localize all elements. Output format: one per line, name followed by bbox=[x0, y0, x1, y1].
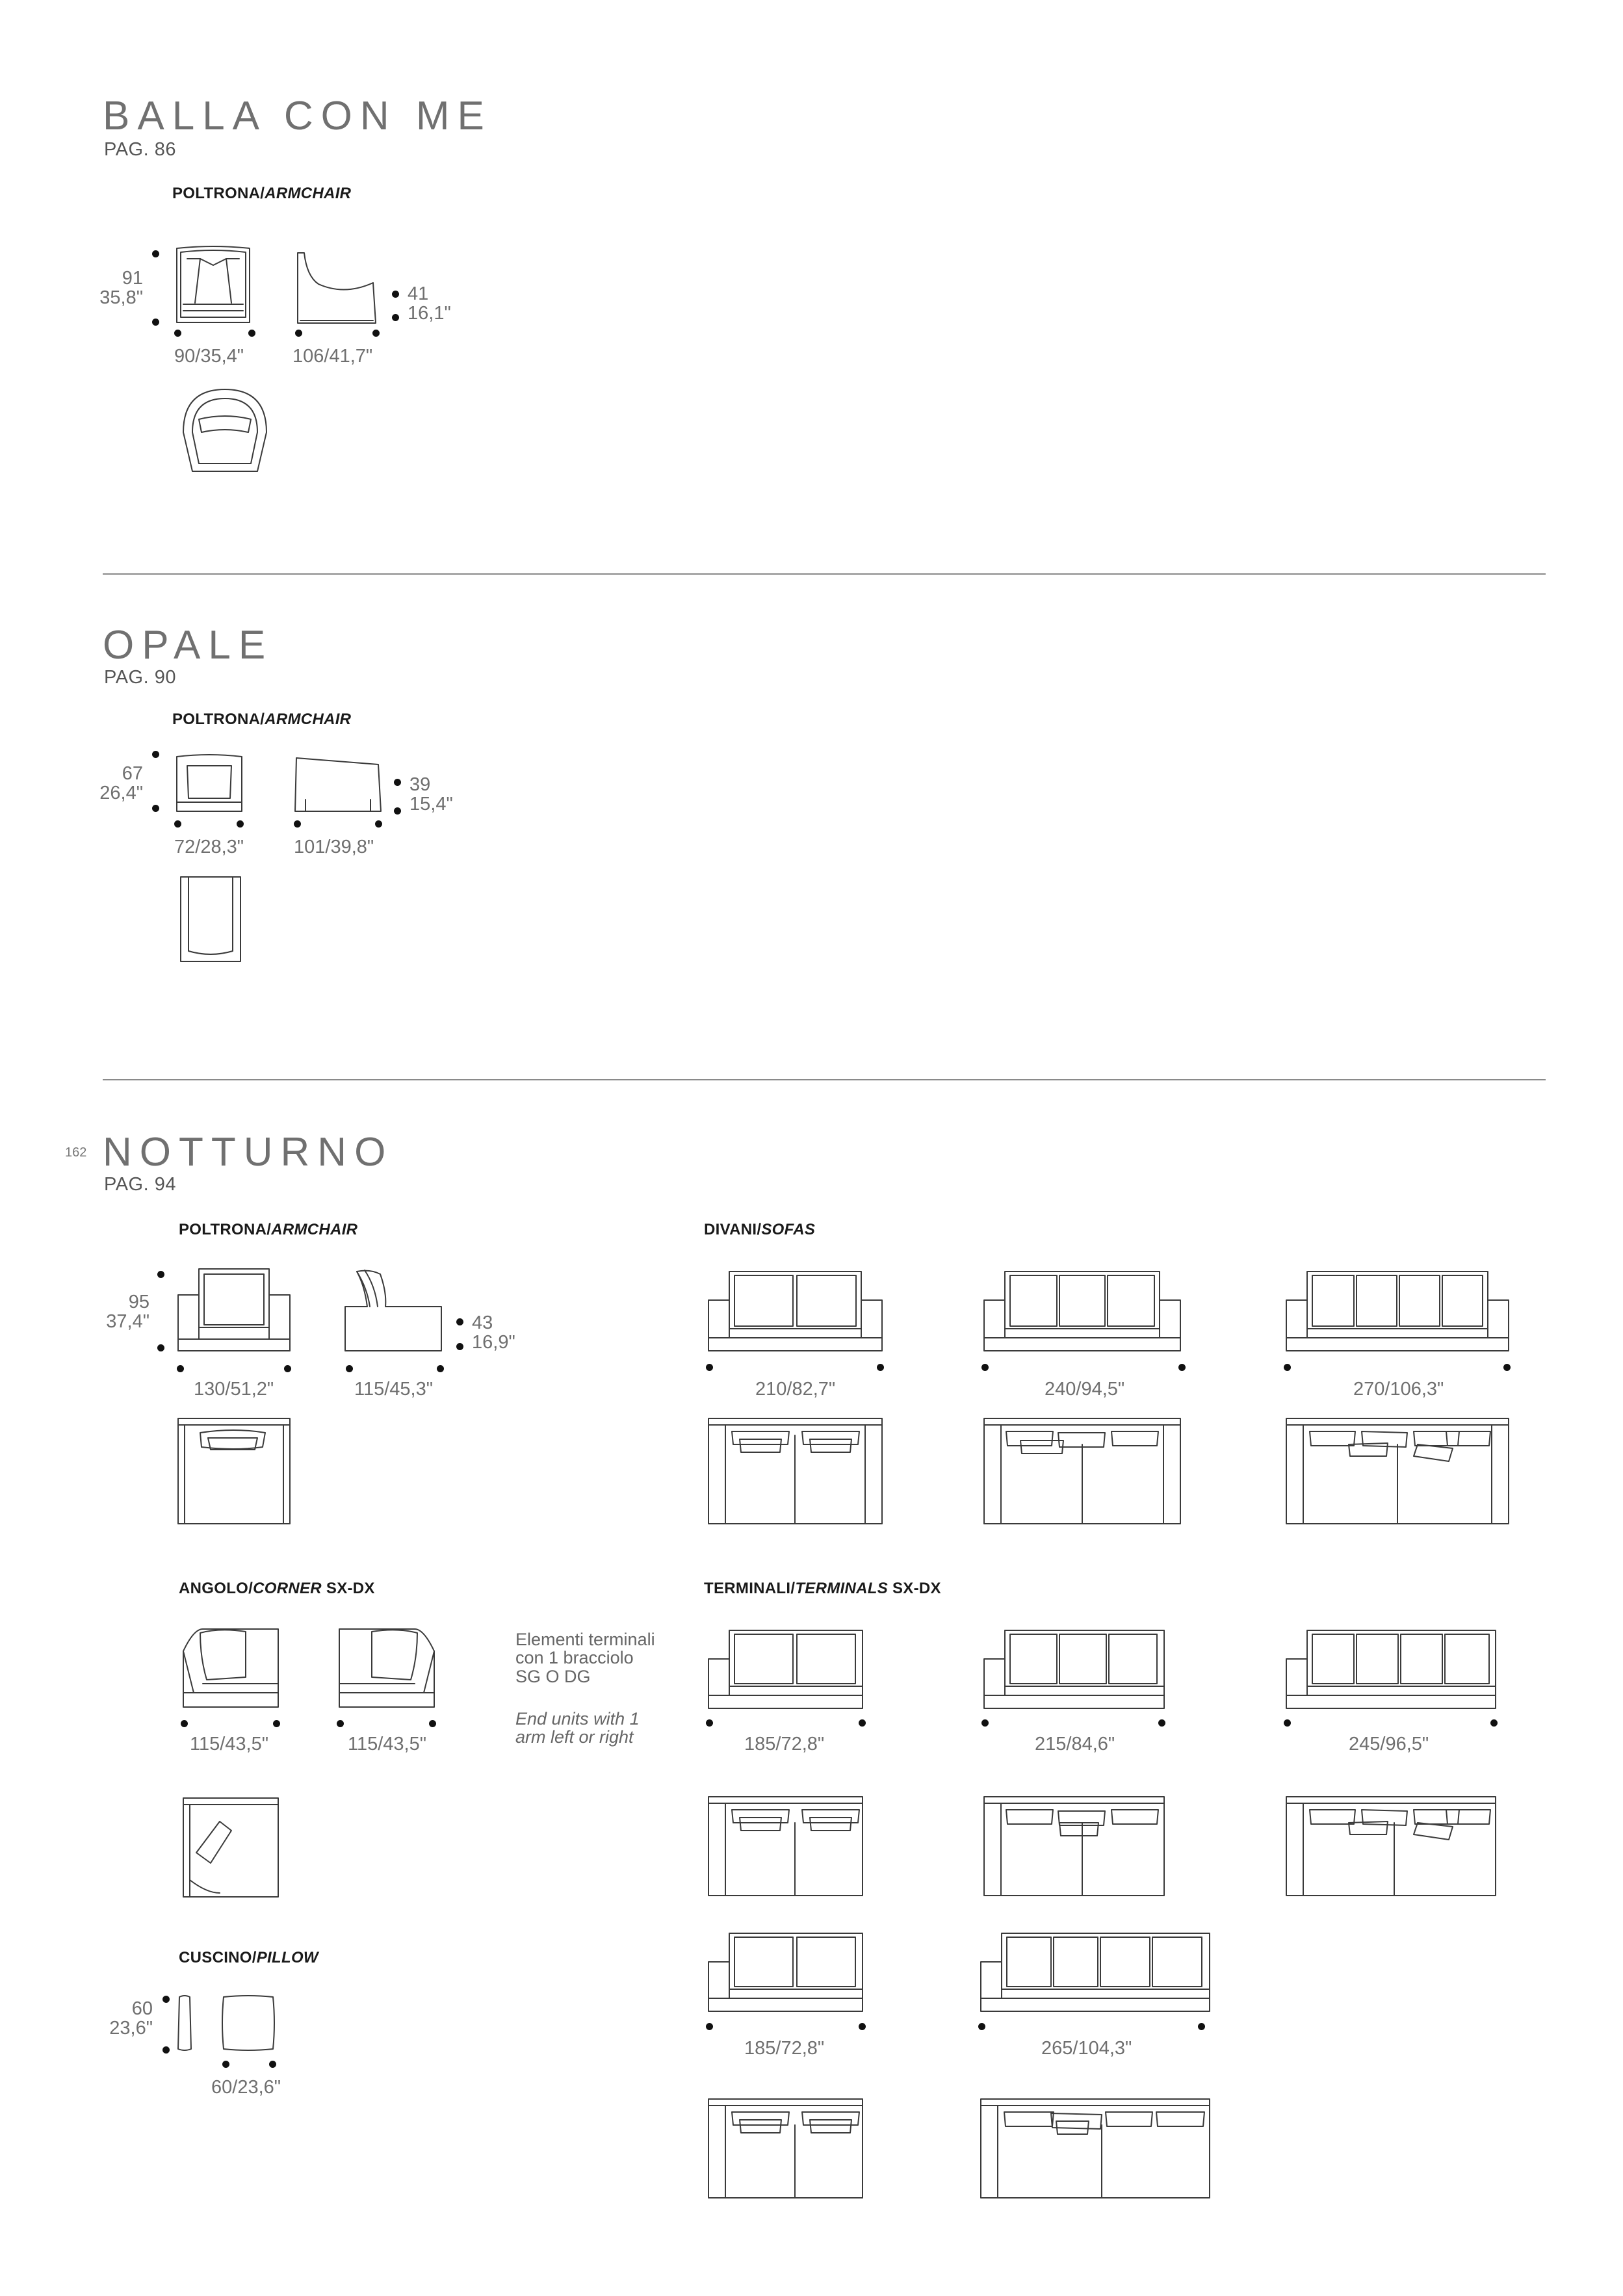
dimension-marker bbox=[248, 330, 255, 337]
page-number: 162 bbox=[65, 1145, 87, 1160]
terminal-top-drawing-265 bbox=[978, 2096, 1212, 2200]
seat-height-dimension: 43 16,9" bbox=[472, 1312, 515, 1353]
page-ref-balla: PAG. 86 bbox=[104, 139, 176, 160]
dimension-marker bbox=[284, 1365, 291, 1372]
sofa-width-270: 270/106,3" bbox=[1353, 1379, 1444, 1400]
height-dimension: 67 26,4" bbox=[99, 763, 143, 804]
section-divider bbox=[103, 1079, 1546, 1080]
dimension-marker bbox=[152, 250, 159, 257]
label-sofas: DIVANI/SOFAS bbox=[704, 1221, 816, 1238]
dimension-marker bbox=[1490, 1719, 1498, 1727]
seat-height-dimension: 39 15,4" bbox=[409, 774, 453, 815]
dimension-marker bbox=[456, 1318, 463, 1325]
dimension-marker bbox=[1284, 1719, 1291, 1727]
pillow-width-dimension: 60/23,6" bbox=[211, 2077, 281, 2098]
dimension-marker bbox=[174, 820, 181, 828]
sofa-top-drawing-240 bbox=[981, 1416, 1183, 1526]
terminal-front-drawing-265 bbox=[978, 1929, 1212, 2014]
armchair-side-drawing bbox=[292, 754, 383, 814]
terminal-top-drawing-245 bbox=[1284, 1794, 1498, 1898]
seat-height-dimension: 41 16,1" bbox=[408, 283, 451, 324]
armchair-top-drawing bbox=[177, 874, 245, 965]
sofa-width-210: 210/82,7" bbox=[755, 1379, 836, 1400]
dimension-marker bbox=[1198, 2023, 1205, 2030]
pillow-front-drawing bbox=[220, 1994, 277, 2052]
armchair-top-drawing bbox=[179, 387, 270, 475]
armchair-front-drawing bbox=[174, 246, 252, 325]
dimension-marker bbox=[981, 1364, 989, 1371]
page-ref-opale: PAG. 90 bbox=[104, 667, 176, 688]
dimension-marker bbox=[437, 1365, 444, 1372]
sofa-front-drawing-270 bbox=[1284, 1268, 1511, 1353]
dimension-marker bbox=[294, 820, 301, 828]
terminal-front-drawing-185a bbox=[706, 1626, 865, 1711]
dimension-marker bbox=[295, 330, 302, 337]
dimension-marker bbox=[706, 1364, 713, 1371]
dimension-marker bbox=[162, 2046, 170, 2054]
terminal-front-drawing-185b bbox=[706, 1929, 865, 2014]
dimension-marker bbox=[392, 314, 399, 321]
dimension-marker bbox=[1503, 1364, 1511, 1371]
dimension-marker bbox=[429, 1720, 436, 1727]
width-dimension: 90/35,4" bbox=[174, 346, 244, 367]
terminal-front-drawing-215 bbox=[981, 1626, 1167, 1711]
section-divider bbox=[103, 573, 1546, 575]
dimension-marker bbox=[177, 1365, 184, 1372]
dimension-marker bbox=[394, 807, 401, 815]
pillow-side-drawing bbox=[175, 1994, 194, 2052]
armchair-side-drawing bbox=[341, 1266, 445, 1353]
terminal-width-245: 245/96,5" bbox=[1349, 1734, 1429, 1755]
dimension-marker bbox=[157, 1344, 164, 1351]
dimension-marker bbox=[981, 1719, 989, 1727]
depth-dimension: 101/39,8" bbox=[294, 837, 374, 857]
label-armchair-opale: POLTRONA/ARMCHAIR bbox=[172, 711, 352, 728]
dimension-marker bbox=[152, 751, 159, 758]
depth-dimension: 115/45,3" bbox=[354, 1379, 434, 1400]
dimension-marker bbox=[346, 1365, 353, 1372]
corner-width-right: 115/43,5" bbox=[348, 1734, 427, 1755]
section-title-opale: OPALE bbox=[103, 623, 274, 668]
dimension-marker bbox=[162, 1996, 170, 2003]
corner-width-left: 115/43,5" bbox=[190, 1734, 269, 1755]
terminal-top-drawing-185a bbox=[706, 1794, 865, 1898]
width-dimension: 130/51,2" bbox=[194, 1379, 274, 1400]
armchair-side-drawing bbox=[292, 250, 380, 325]
pillow-height-dimension: 60 23,6" bbox=[109, 1998, 153, 2039]
dimension-marker bbox=[978, 2023, 985, 2030]
terminal-width-185a: 185/72,8" bbox=[744, 1734, 825, 1755]
armchair-front-drawing bbox=[174, 753, 244, 814]
terminal-width-265: 265/104,3" bbox=[1041, 2038, 1132, 2059]
corner-top-drawing bbox=[181, 1795, 281, 1899]
armchair-top-drawing bbox=[175, 1416, 292, 1526]
corner-left-front-drawing bbox=[181, 1625, 281, 1710]
dimension-marker bbox=[392, 291, 399, 298]
sofa-width-240: 240/94,5" bbox=[1045, 1379, 1125, 1400]
corner-right-front-drawing bbox=[337, 1625, 437, 1710]
dimension-marker bbox=[706, 2023, 713, 2030]
dimension-marker bbox=[1284, 1364, 1291, 1371]
page-ref-notturno: PAG. 94 bbox=[104, 1174, 176, 1195]
sofa-top-drawing-270 bbox=[1284, 1416, 1511, 1526]
label-terminals: TERMINALI/TERMINALS SX-DX bbox=[704, 1580, 941, 1597]
dimension-marker bbox=[237, 820, 244, 828]
dimension-marker bbox=[269, 2061, 276, 2068]
terminal-top-drawing-215 bbox=[981, 1794, 1167, 1898]
dimension-marker bbox=[273, 1720, 280, 1727]
section-title-balla-con-me: BALLA CON ME bbox=[103, 94, 492, 138]
sofa-front-drawing-240 bbox=[981, 1268, 1183, 1353]
dimension-marker bbox=[375, 820, 382, 828]
label-armchair-notturno: POLTRONA/ARMCHAIR bbox=[179, 1221, 358, 1238]
dimension-marker bbox=[1158, 1719, 1165, 1727]
width-dimension: 72/28,3" bbox=[174, 837, 244, 857]
armchair-front-drawing bbox=[175, 1266, 292, 1353]
depth-dimension: 106/41,7" bbox=[292, 346, 373, 367]
height-dimension: 95 37,4" bbox=[106, 1292, 149, 1333]
height-dimension: 91 35,8" bbox=[99, 268, 143, 309]
dimension-marker bbox=[877, 1364, 884, 1371]
dimension-marker bbox=[706, 1719, 713, 1727]
dimension-marker bbox=[174, 330, 181, 337]
dimension-marker bbox=[152, 805, 159, 812]
dimension-marker bbox=[152, 319, 159, 326]
dimension-marker bbox=[1178, 1364, 1186, 1371]
dimension-marker bbox=[337, 1720, 344, 1727]
dimension-marker bbox=[859, 2023, 866, 2030]
dimension-marker bbox=[372, 330, 380, 337]
terminal-front-drawing-245 bbox=[1284, 1626, 1498, 1711]
label-armchair-balla: POLTRONA/ARMCHAIR bbox=[172, 185, 352, 202]
terminal-width-185b: 185/72,8" bbox=[744, 2038, 825, 2059]
sofa-front-drawing-210 bbox=[706, 1268, 885, 1353]
terminal-top-drawing-185b bbox=[706, 2096, 865, 2200]
dimension-marker bbox=[859, 1719, 866, 1727]
dimension-marker bbox=[157, 1271, 164, 1278]
dimension-marker bbox=[456, 1343, 463, 1350]
end-units-note-it: Elementi terminali con 1 bracciolo SG O DG bbox=[515, 1630, 655, 1686]
dimension-marker bbox=[394, 779, 401, 786]
terminal-width-215: 215/84,6" bbox=[1035, 1734, 1115, 1755]
label-corner: ANGOLO/CORNER SX-DX bbox=[179, 1580, 375, 1597]
label-pillow: CUSCINO/PILLOW bbox=[179, 1949, 318, 1966]
end-units-note-en: End units with 1 arm left or right bbox=[515, 1709, 640, 1747]
dimension-marker bbox=[222, 2061, 229, 2068]
section-title-notturno: NOTTURNO bbox=[103, 1130, 394, 1175]
sofa-top-drawing-210 bbox=[706, 1416, 885, 1526]
dimension-marker bbox=[181, 1720, 188, 1727]
